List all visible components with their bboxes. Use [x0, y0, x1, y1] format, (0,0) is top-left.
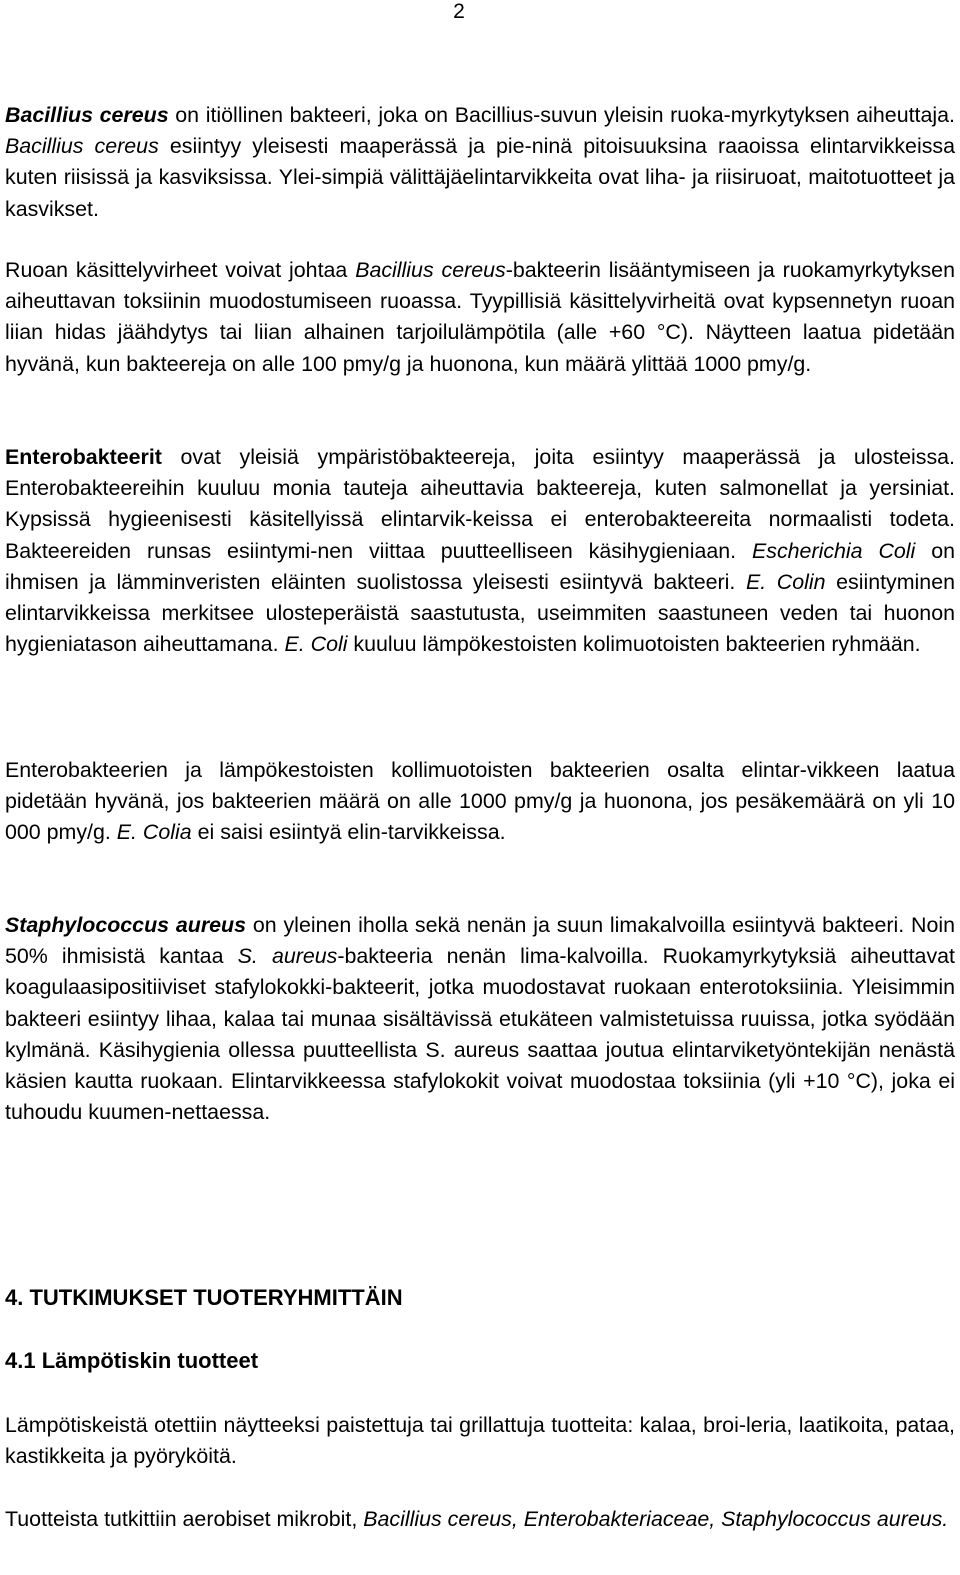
- section-heading: 4. TUTKIMUKSET TUOTERYHMITTÄIN: [5, 1285, 403, 1310]
- text-run: Ruoan käsittelyvirheet voivat johtaa: [5, 258, 356, 282]
- text-run: Tuotteista tutkittiin aerobiset mikrobit,: [5, 1507, 364, 1531]
- paragraph-staphylococcus: [5, 910, 955, 1128]
- emphasis-term: S. aureus: [237, 944, 338, 969]
- emphasis-term: E. Coli: [284, 632, 348, 657]
- page-number: 2: [453, 0, 465, 23]
- emphasis-term: Staphylococcus aureus: [5, 913, 247, 937]
- emphasis-term: Bacillius cereus: [5, 134, 159, 159]
- text-run: ei saisi esiintyä elin-tarvikkeissa.: [191, 820, 506, 845]
- emphasis-term: Bacillius cereus, Enterobakteriaceae, Staphylococcus aureus.: [363, 1507, 949, 1531]
- paragraph-tested-microbes: [5, 1504, 948, 1535]
- emphasis-term: Bacillius cereus: [5, 103, 169, 127]
- text-run: esiintyy yleisesti maaperässä ja pie-ninä pitoisuuksina raaoissa elintarvikkeissa kuten riisissä ja kasviksissa. Ylei-simpiä välittäjäelintarvikkeita ovat liha- ja riisiruoat, maitotuotteet ja kasvikset.: [5, 134, 955, 221]
- emphasis-term: Bacillius cereus: [355, 258, 506, 282]
- emphasis-term: E. Colin: [745, 569, 826, 594]
- text-run: -bakteeria nenän lima-kalvoilla. Ruokamyrkytyksiä aiheuttavat koagulaasipositiiviset stafylokokki-bakteerit, jotka muodostavat ruokaan enterotoksiinia. Yleisimmin bakteeri esiintyy lihaa, kalaa tai munaa sisältävissä etukäteen valmistetuissa ruuissa, jotka syödään kylmänä. Käsihygienia ollessa puutteellista S. aureus saattaa joutua elintarviketyöntekijän nenästä käsien kautta ruokaan. Elintarvikkeessa stafylokokit voivat muodostaa toksiinia (yli +10 °C), joka ei tuhoudu kuumen-nettaessa.: [5, 944, 955, 1125]
- emphasis-term: E. Colia: [116, 820, 192, 845]
- emphasis-term: Escherichia Coli: [752, 538, 916, 563]
- text-run: -bakteerin lisääntymiseen ja ruokamyrkytyksen aiheuttavan toksiinin muodostumiseen ruoassa. Tyypillisiä käsittelyvirheitä ovat kypsennetyn ruoan liian hidas jäähdytys tai liian alhainen tarjoilulämpötila (alle +60 °C). Näytteen laatua pidetään hyvänä, kun bakteereja on alle 100 pmy/g ja huonona, kun määrä ylittää 1000 pmy/g.: [5, 258, 955, 376]
- text-run: ovat yleisiä ympäristöbakteereja, joita esiintyy maaperässä ja ulosteissa. Enterobakteereihin kuuluu monia tauteja aiheuttavia bakteereja, kuten salmonellat ja yersiniat. Kypsissä hygieenisesti käsitellyissä elintarvik-keissa ei enterobakteereita normaalisti todeta. Bakteereiden runsas esiintymi-nen viittaa puutteelliseen käsihygieniaan.: [5, 445, 955, 563]
- text-run: Lämpötiskeistä otettiin näytteeksi paistettuja tai grillattuja tuotteita: kalaa, broi-leria, laatikoita, pataa, kastikkeita ja pyöryköitä.: [5, 1413, 955, 1469]
- text-run: on itiöllinen bakteeri, joka on Bacillius-suvun yleisin ruoka-myrkytyksen aiheuttaja.: [168, 103, 955, 127]
- bold-term: Enterobakteerit: [5, 445, 162, 469]
- paragraph-hot-counter-samples: [5, 1410, 955, 1472]
- text-run: kuuluu lämpökestoisten kolimuotoisten bakteerien ryhmään.: [347, 632, 921, 657]
- text-run: on ihmisen ja lämminveristen eläinten suolistossa yleisesti esiintyvä bakteeri.: [5, 538, 955, 594]
- text-run: Enterobakteerien ja lämpökestoisten kollimuotoisten bakteerien osalta elintar-vikkeen laatua pidetään hyvänä, jos bakteerien määrä on alle 1000 pmy/g ja huonona, jos pesäkemäärä on yli 10 000 pmy/g.: [5, 758, 955, 845]
- paragraph-enterobacteria: [5, 442, 955, 660]
- paragraph-bacillus-cereus: [5, 100, 955, 225]
- subsection-heading: 4.1 Lämpötiskin tuotteet: [5, 1348, 259, 1373]
- paragraph-coliform-limits: [5, 755, 955, 849]
- paragraph-handling-errors: [5, 255, 955, 380]
- text-run: esiintyminen elintarvikkeissa merkitsee ulosteperäistä saastutusta, useimmiten saastuneen veden tai huonon hygieniatason aiheuttamana.: [5, 569, 955, 657]
- text-run: on yleinen iholla sekä nenän ja suun limakalvoilla esiintyvä bakteeri. Noin 50% ihmisistä kantaa: [5, 913, 955, 969]
